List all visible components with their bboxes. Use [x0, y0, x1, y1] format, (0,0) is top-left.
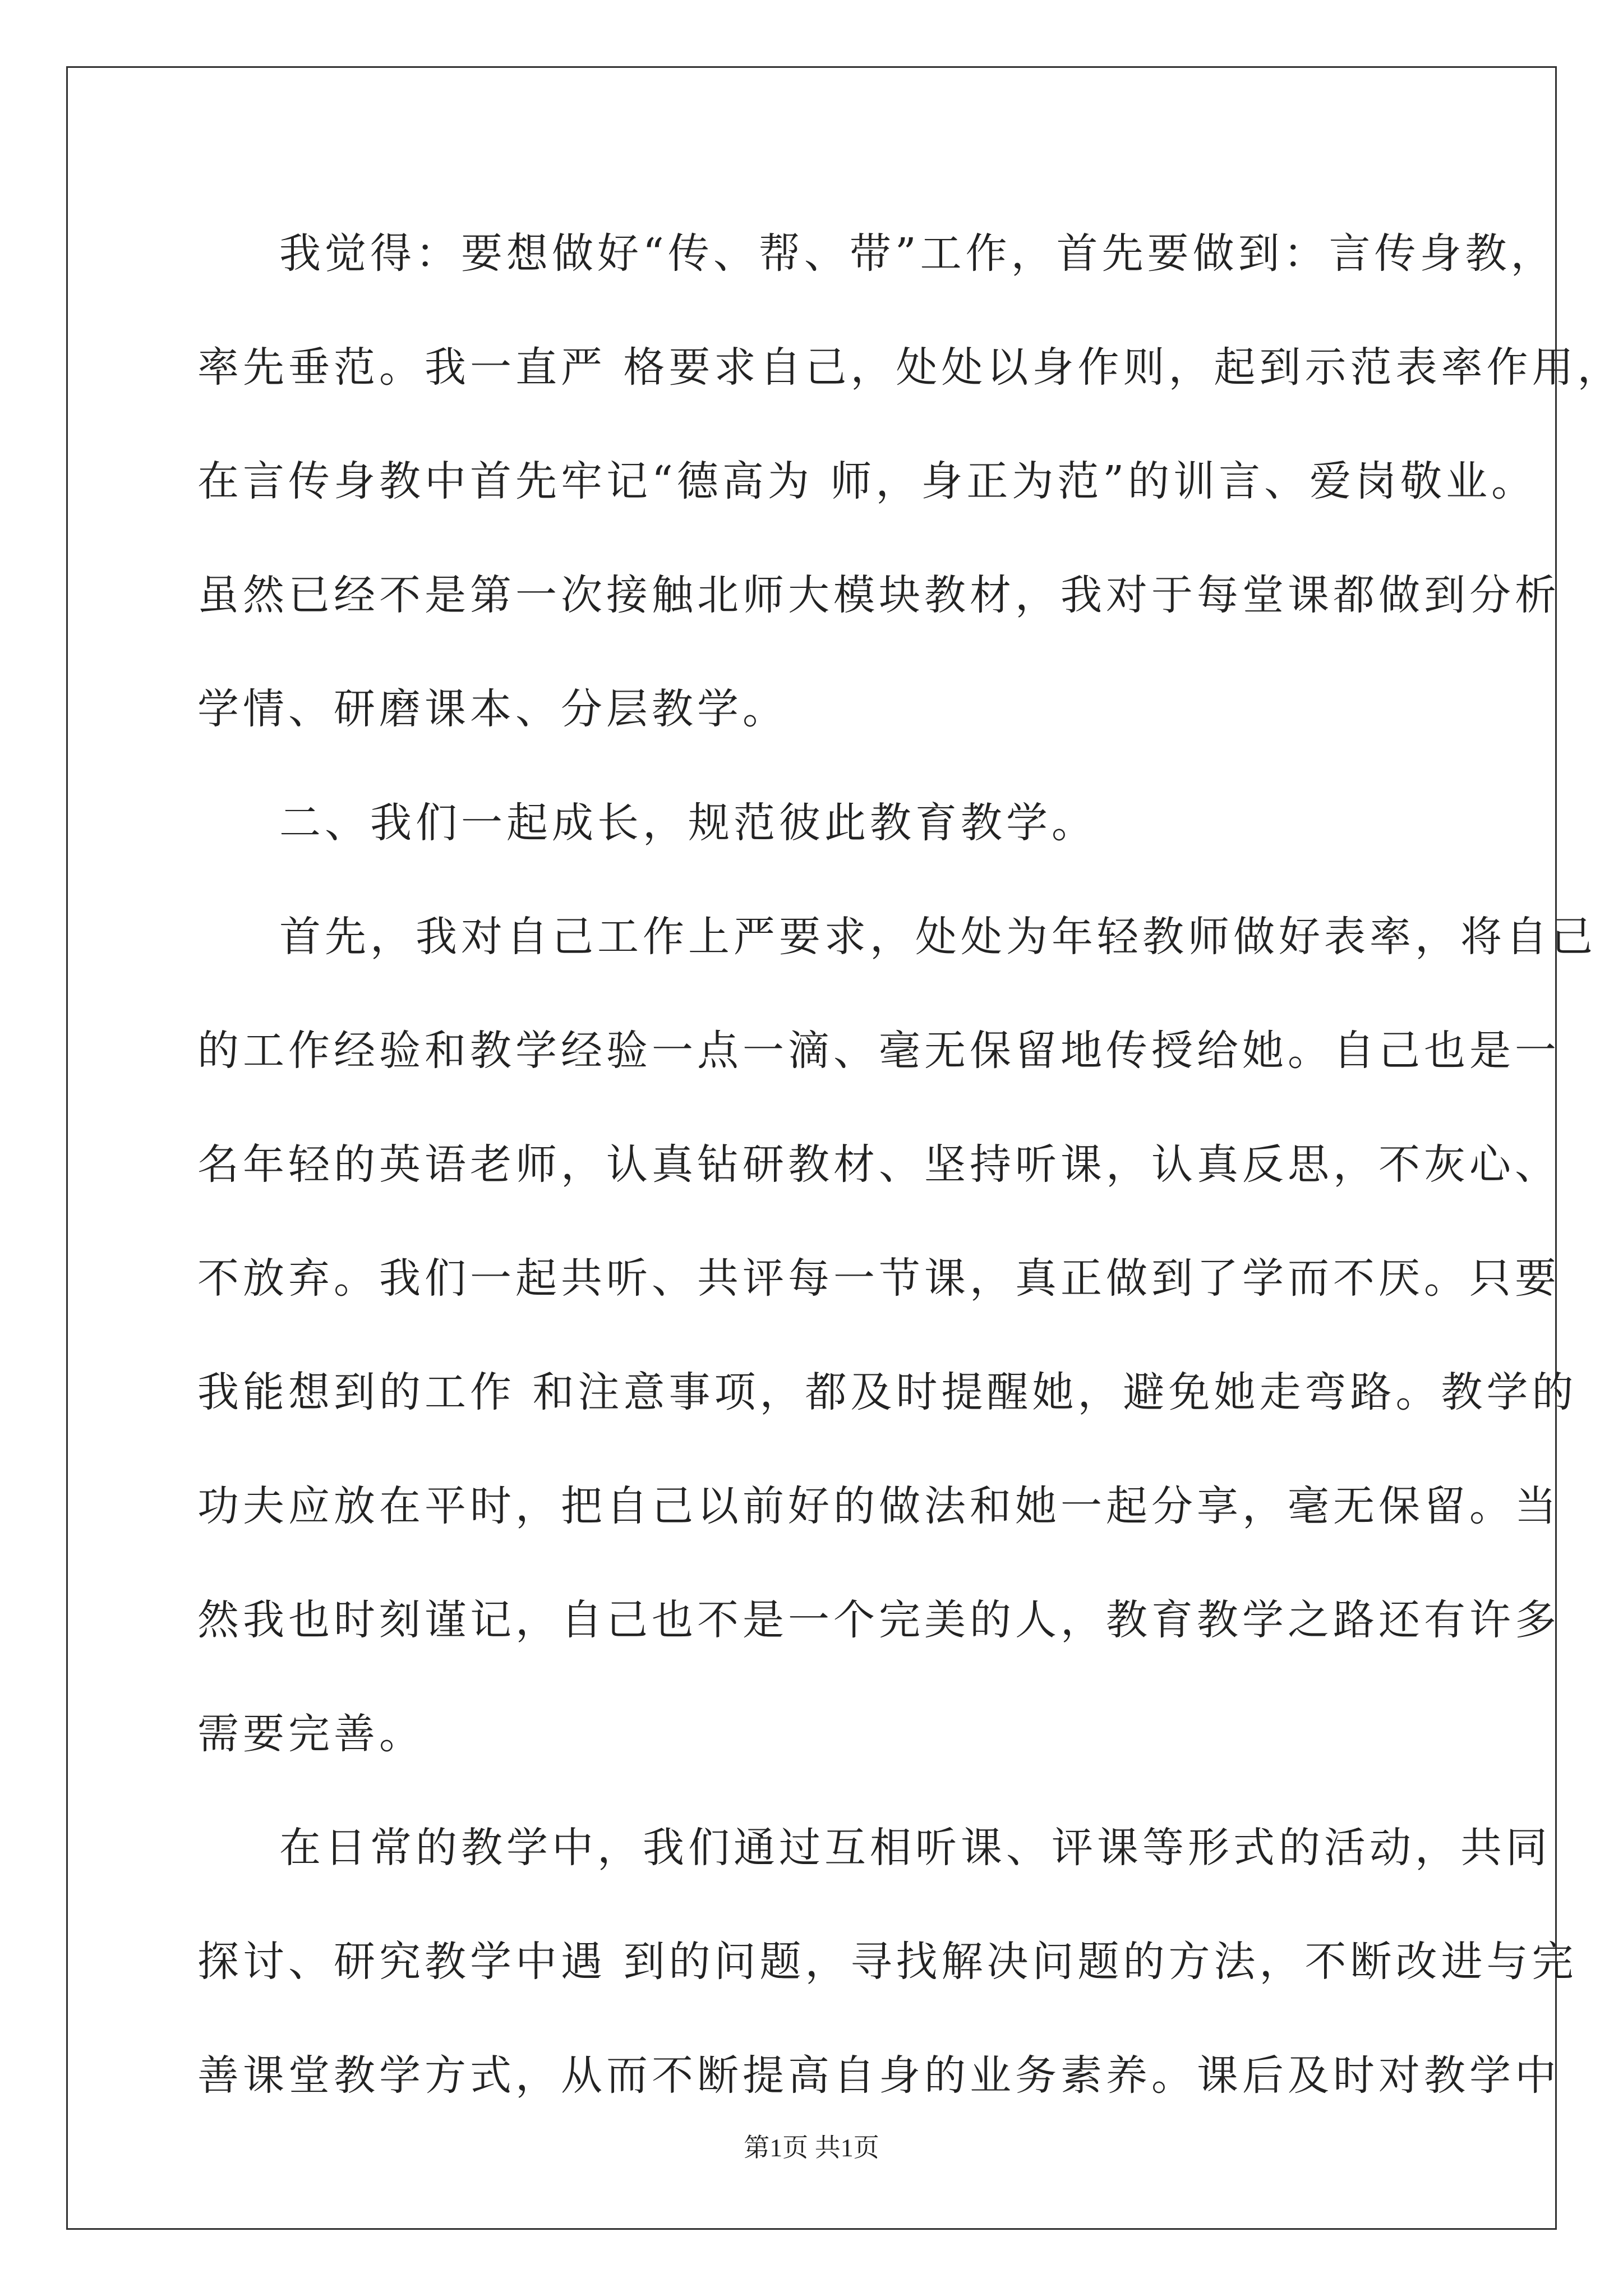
text-line: 功夫应放在平时，把自己以前好的做法和她一起分享，毫无保留。当 — [197, 1482, 1560, 1530]
page-number-footer: 第1页 共1页 — [744, 2133, 879, 2162]
text-line: 率先垂范。我一直严 格要求自己，处处以身作则，起到示范表率作用， — [197, 343, 1623, 392]
text-line: 善课堂教学方式，从而不断提高自身的业务素养。课后及时对教学中 — [197, 2051, 1560, 2100]
text-line: 名年轻的英语老师，认真钻研教材、坚持听课，认真反思，不灰心、 — [197, 1140, 1560, 1189]
text-line: 我觉得：要想做好“传、帮、带”工作，首先要做到：言传身教， — [279, 229, 1556, 278]
text-line: 然我也时刻谨记，自己也不是一个完美的人，教育教学之路还有许多 — [197, 1596, 1560, 1644]
text-line: 不放弃。我们一起共听、共评每一节课，真正做到了学而不厌。只要 — [197, 1254, 1560, 1303]
text-line: 在言传身教中首先牢记“德高为 师，身正为范”的训言、爱岗敬业。 — [197, 457, 1537, 505]
text-line: 在日常的教学中，我们通过互相听课、评课等形式的活动，共同 — [279, 1824, 1551, 1872]
text-line: 首先，我对自己工作上严要求，处处为年轻教师做好表率，将自己 — [279, 913, 1597, 961]
text-line: 我能想到的工作 和注意事项，都及时提醒她，避免她走弯路。教学的 — [197, 1368, 1578, 1416]
document-body — [197, 209, 1623, 2145]
text-line: 虽然已经不是第一次接触北师大模块教材，我对于每堂课都做到分析 — [197, 571, 1560, 619]
text-line: 二、我们一起成长，规范彼此教育教学。 — [279, 799, 1097, 847]
text-line: 探讨、研究教学中遇 到的问题，寻找解决问题的方法，不断改进与完 — [197, 1938, 1578, 1986]
text-line: 的工作经验和教学经验一点一滴、毫无保留地传授给她。自己也是一 — [197, 1027, 1560, 1075]
text-line: 需要完善。 — [197, 1710, 425, 1758]
text-line: 学情、研磨课本、分层教学。 — [197, 685, 788, 733]
